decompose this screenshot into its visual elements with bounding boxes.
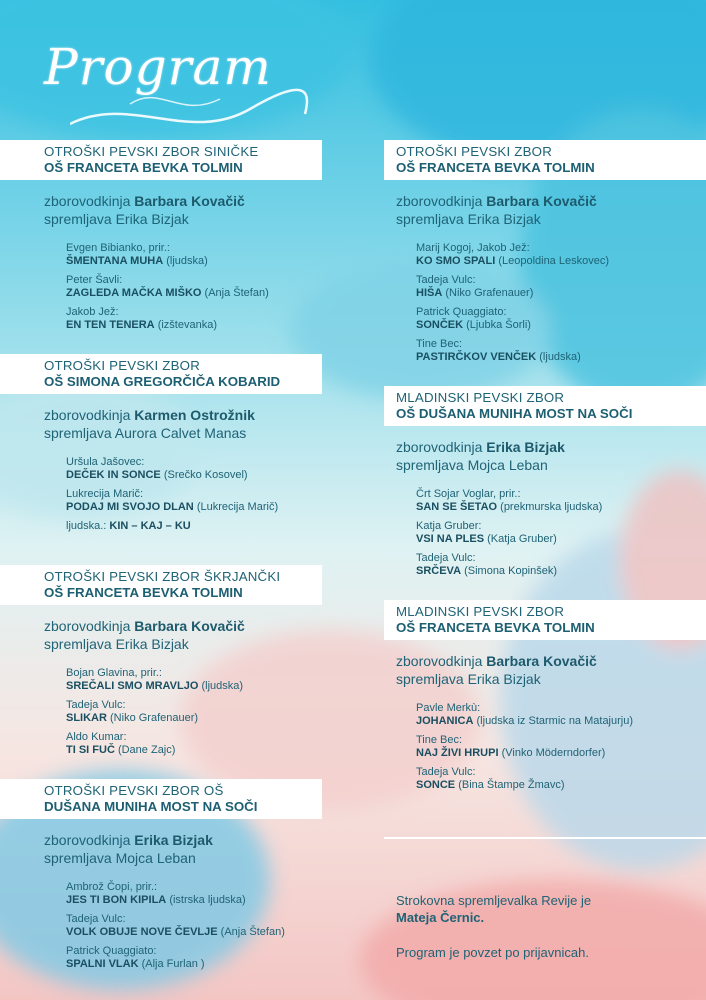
song-note: (Alja Furlan ) bbox=[141, 958, 205, 970]
song-author: Tadeja Vulc: bbox=[66, 699, 126, 711]
song-author: Uršula Jašovec: bbox=[66, 456, 145, 468]
song-title: ZAGLEDA MAČKA MIŠKO bbox=[66, 287, 202, 299]
choir-staff bbox=[0, 617, 322, 653]
song-note: (ljudska) bbox=[166, 255, 208, 267]
song-note: (Anja Štefan) bbox=[220, 926, 285, 938]
choir-block bbox=[384, 600, 706, 792]
song-author: Bojan Glavina, prir.: bbox=[66, 667, 162, 679]
song-item bbox=[66, 242, 322, 268]
song-item bbox=[66, 667, 322, 693]
choir-block bbox=[0, 140, 322, 332]
director-label: zborovodkinja bbox=[44, 832, 131, 848]
song-item bbox=[66, 881, 322, 907]
song-note: (ljudska) bbox=[539, 351, 581, 363]
song-item bbox=[66, 945, 322, 971]
song-title: SAN SE ŠETAO bbox=[416, 501, 498, 513]
choir-block bbox=[0, 354, 322, 533]
choir-staff bbox=[0, 406, 322, 442]
director-label: zborovodkinja bbox=[44, 407, 131, 423]
song-item bbox=[416, 488, 706, 514]
song-title: PODAJ MI SVOJO DLAN bbox=[66, 501, 194, 513]
song-note: (Vinko Möderndorfer) bbox=[501, 747, 606, 759]
song-title: SLIKAR bbox=[66, 712, 107, 724]
choir-school: OŠ FRANCETA BEVKA TOLMIN bbox=[44, 585, 243, 600]
song-title: NAJ ŽIVI HRUPI bbox=[416, 747, 499, 759]
accompanist: spremljava Mojca Leban bbox=[396, 457, 548, 473]
title-swash bbox=[70, 84, 310, 144]
accompanist: spremljava Erika Bizjak bbox=[396, 211, 541, 227]
song-title: SPALNI VLAK bbox=[66, 958, 139, 970]
song-note: (Niko Grafenauer) bbox=[110, 712, 199, 724]
song-title: KO SMO SPALI bbox=[416, 255, 496, 267]
song-note: (Dane Zajc) bbox=[117, 744, 176, 756]
song-title: SREČALI SMO MRAVLJO bbox=[66, 680, 199, 692]
song-item bbox=[416, 242, 706, 268]
director-name: Erika Bizjak bbox=[134, 832, 213, 848]
song-item bbox=[416, 274, 706, 300]
song-author: Črt Sojar Voglar, prir.: bbox=[416, 488, 521, 500]
song-author: Tadeja Vulc: bbox=[416, 552, 476, 564]
song-author: Patrick Quaggiato: bbox=[416, 306, 507, 318]
song-note: (Lukrecija Marič) bbox=[196, 501, 279, 513]
choir-school: OŠ DUŠANA MUNIHA MOST NA SOČI bbox=[396, 406, 633, 421]
page-title: Program bbox=[44, 38, 272, 96]
choir-name: OTROŠKI PEVSKI ZBOR SINIČKE bbox=[44, 144, 259, 159]
accompanist: spremljava Erika Bizjak bbox=[44, 636, 189, 652]
song-item bbox=[66, 731, 322, 757]
song-item bbox=[66, 488, 322, 514]
choir-name: OTROŠKI PEVSKI ZBOR bbox=[44, 358, 201, 373]
song-list bbox=[0, 667, 322, 757]
right-column bbox=[384, 140, 706, 806]
song-author: Pavle Merkù: bbox=[416, 702, 481, 714]
song-author: Lukrecija Marič: bbox=[66, 488, 144, 500]
song-list bbox=[384, 242, 706, 364]
song-title: HIŠA bbox=[416, 287, 443, 299]
footer-note: Program je povzet po prijavnicah. bbox=[396, 945, 589, 960]
song-note: (Niko Grafenauer) bbox=[445, 287, 534, 299]
song-author: Ambrož Čopi, prir.: bbox=[66, 881, 158, 893]
choir-staff bbox=[0, 831, 322, 867]
song-title: JOHANICA bbox=[416, 715, 474, 727]
choir-header bbox=[384, 386, 706, 426]
choir-staff bbox=[384, 192, 706, 228]
footer-expert-name: Mateja Černic. bbox=[396, 910, 485, 925]
song-list bbox=[384, 702, 706, 792]
director-name: Karmen Ostrožnik bbox=[134, 407, 255, 423]
song-item bbox=[416, 702, 706, 728]
song-title: SONCE bbox=[416, 779, 456, 791]
song-author: Aldo Kumar: bbox=[66, 731, 127, 743]
song-title: VOLK OBUJE NOVE ČEVLJE bbox=[66, 926, 218, 938]
director-name: Barbara Kovačič bbox=[134, 193, 245, 209]
song-item bbox=[66, 699, 322, 725]
choir-block bbox=[0, 779, 322, 971]
song-author: Marij Kogoj, Jakob Jež: bbox=[416, 242, 530, 254]
director-name: Barbara Kovačič bbox=[486, 193, 597, 209]
choir-school: OŠ FRANCETA BEVKA TOLMIN bbox=[396, 620, 595, 635]
song-title: VSI NA PLES bbox=[416, 533, 485, 545]
choir-staff bbox=[0, 192, 322, 228]
song-author: Tine Bec: bbox=[416, 734, 463, 746]
song-title: SONČEK bbox=[416, 319, 464, 331]
song-title: TI SI FUČ bbox=[66, 744, 115, 756]
director-name: Barbara Kovačič bbox=[134, 618, 245, 634]
choir-header bbox=[384, 600, 706, 640]
song-item bbox=[416, 520, 706, 546]
song-note: (ljudska) bbox=[201, 680, 244, 692]
song-title: EN TEN TENERA bbox=[66, 319, 155, 331]
accompanist: spremljava Mojca Leban bbox=[44, 850, 196, 866]
song-author: ljudska.: bbox=[66, 520, 107, 532]
left-column bbox=[0, 140, 322, 985]
song-item bbox=[416, 552, 706, 578]
song-author: Peter Šavli: bbox=[66, 274, 123, 286]
choir-header bbox=[0, 354, 322, 394]
director-label: zborovodkinja bbox=[44, 618, 131, 634]
director-label: zborovodkinja bbox=[396, 653, 483, 669]
song-item bbox=[416, 306, 706, 332]
choir-school: OŠ SIMONA GREGORČIČA KOBARID bbox=[44, 374, 281, 389]
choir-name: OTROŠKI PEVSKI ZBOR OŠ bbox=[44, 783, 224, 798]
song-note: (izštevanka) bbox=[157, 319, 217, 331]
song-title: PASTIRČKOV VENČEK bbox=[416, 351, 537, 363]
song-note: (ljudska iz Starmic na Matajurju) bbox=[476, 715, 634, 727]
song-note: (Anja Štefan) bbox=[204, 287, 269, 299]
song-note: (Bina Štampe Žmavc) bbox=[458, 779, 565, 791]
song-note: (istrska ljudska) bbox=[169, 894, 246, 906]
accompanist: spremljava Aurora Calvet Manas bbox=[44, 425, 247, 441]
song-title: DEČEK IN SONCE bbox=[66, 469, 161, 481]
director-label: zborovodkinja bbox=[396, 193, 483, 209]
song-note: (Simona Kopinšek) bbox=[464, 565, 558, 577]
choir-header bbox=[0, 779, 322, 819]
song-title: ŠMENTANA MUHA bbox=[66, 255, 164, 267]
song-author: Tine Bec: bbox=[416, 338, 463, 350]
song-list bbox=[0, 242, 322, 332]
song-note: (prekmurska ljudska) bbox=[500, 501, 603, 513]
choir-name: OTROŠKI PEVSKI ZBOR bbox=[396, 144, 553, 159]
song-author: Tadeja Vulc: bbox=[416, 274, 476, 286]
choir-header bbox=[384, 140, 706, 180]
choir-staff bbox=[384, 438, 706, 474]
choir-header bbox=[0, 140, 322, 180]
choir-staff bbox=[384, 652, 706, 688]
song-item bbox=[416, 734, 706, 760]
director-name: Barbara Kovačič bbox=[486, 653, 597, 669]
footer-expert bbox=[396, 892, 696, 926]
song-author: Patrick Quaggiato: bbox=[66, 945, 157, 957]
footer-expert-label: Strokovna spremljevalka Revije je bbox=[396, 893, 592, 908]
song-list bbox=[0, 881, 322, 971]
song-note: (Leopoldina Leskovec) bbox=[498, 255, 609, 267]
song-author: Tadeja Vulc: bbox=[416, 766, 476, 778]
choir-block bbox=[0, 565, 322, 757]
director-name: Erika Bizjak bbox=[486, 439, 565, 455]
song-list bbox=[384, 488, 706, 578]
song-title: KIN – KAJ – KU bbox=[109, 520, 191, 532]
song-item bbox=[66, 274, 322, 300]
song-author: Katja Gruber: bbox=[416, 520, 482, 532]
accompanist: spremljava Erika Bizjak bbox=[44, 211, 189, 227]
song-item bbox=[66, 520, 322, 533]
song-title: SRČEVA bbox=[416, 565, 462, 577]
song-author: Evgen Bibianko, prir.: bbox=[66, 242, 170, 254]
song-note: (Ljubka Šorli) bbox=[466, 319, 531, 331]
song-author: Tadeja Vulc: bbox=[66, 913, 126, 925]
song-list bbox=[0, 456, 322, 533]
song-item bbox=[66, 456, 322, 482]
song-title: JES TI BON KIPILA bbox=[66, 894, 167, 906]
choir-school: DUŠANA MUNIHA MOST NA SOČI bbox=[44, 799, 258, 814]
song-author: Jakob Jež: bbox=[66, 306, 119, 318]
song-item bbox=[66, 306, 322, 332]
choir-block bbox=[384, 386, 706, 578]
song-item bbox=[416, 338, 706, 364]
footer-divider bbox=[384, 837, 706, 839]
song-note: (Katja Gruber) bbox=[487, 533, 557, 545]
director-label: zborovodkinja bbox=[396, 439, 483, 455]
director-label: zborovodkinja bbox=[44, 193, 131, 209]
choir-name: OTROŠKI PEVSKI ZBOR ŠKRJANČKI bbox=[44, 569, 281, 584]
choir-school: OŠ FRANCETA BEVKA TOLMIN bbox=[396, 160, 595, 175]
choir-header bbox=[0, 565, 322, 605]
song-note: (Srečko Kosovel) bbox=[163, 469, 248, 481]
choir-school: OŠ FRANCETA BEVKA TOLMIN bbox=[44, 160, 243, 175]
choir-block bbox=[384, 140, 706, 364]
accompanist: spremljava Erika Bizjak bbox=[396, 671, 541, 687]
choir-name: MLADINSKI PEVSKI ZBOR bbox=[396, 604, 565, 619]
choir-name: MLADINSKI PEVSKI ZBOR bbox=[396, 390, 565, 405]
song-item bbox=[416, 766, 706, 792]
song-item bbox=[66, 913, 322, 939]
